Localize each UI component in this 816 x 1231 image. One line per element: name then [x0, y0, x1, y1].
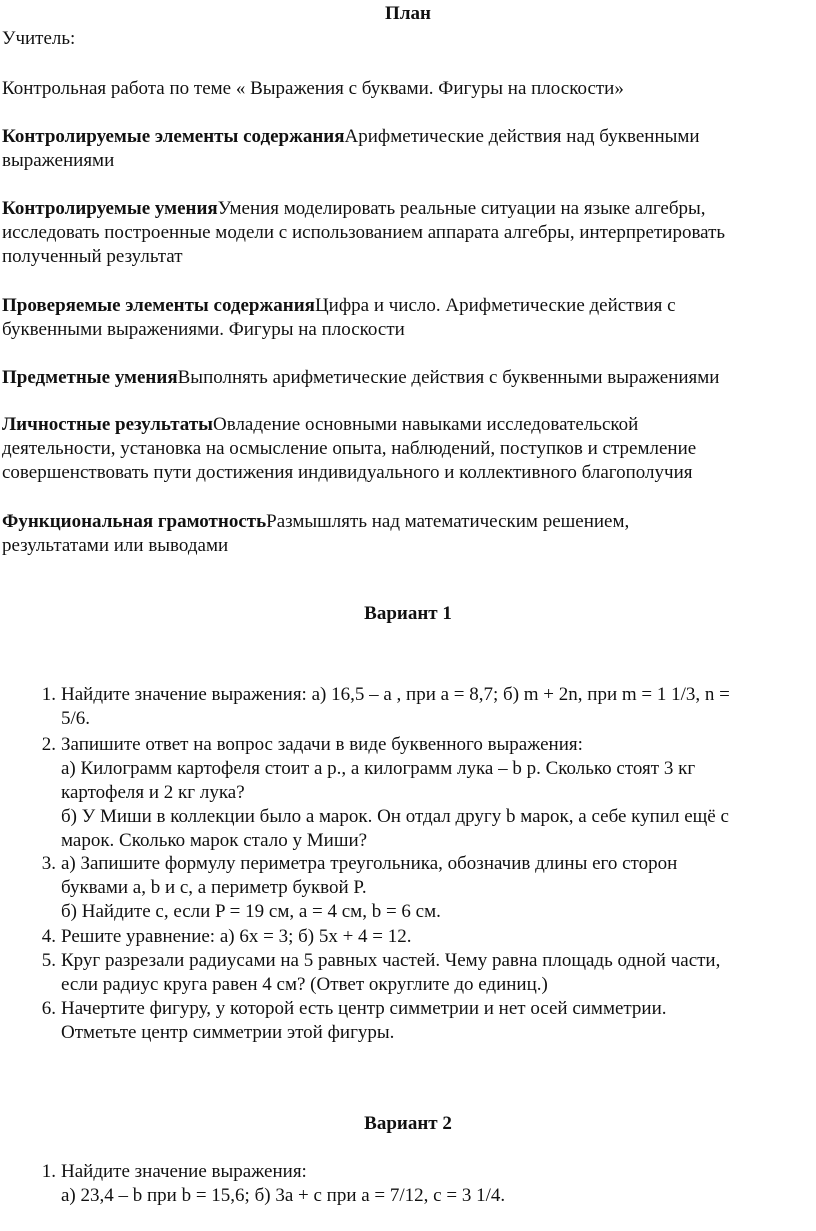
section-text: Арифметические действия над буквенными	[344, 126, 700, 147]
page-title: План	[385, 3, 431, 24]
task-text: марок. Сколько марок стало у Миши?	[61, 830, 368, 851]
task-number: 6.	[41, 998, 56, 1019]
section-text: Овладение основными навыками исследовательской	[213, 414, 639, 435]
task-number: 4.	[41, 926, 56, 947]
task-text: Решите уравнение: а) 6х = 3; б) 5х + 4 = 12.	[61, 926, 412, 947]
task-text: Отметьте центр симметрии этой фигуры.	[61, 1022, 395, 1043]
task-text: картофеля и 2 кг лука?	[61, 782, 245, 803]
task-text: б) Найдите c, если P = 19 см, a = 4 см, b = 6 см.	[61, 901, 441, 922]
task-text: б) У Миши в коллекции было a марок. Он отдал другу b марок, а себе купил ещё с	[61, 806, 729, 827]
section-label: Личностные результаты	[2, 414, 213, 435]
section-text: Умения моделировать реальные ситуации на языке алгебры,	[217, 198, 706, 219]
section-text: Размышлять над математическим решением,	[266, 511, 630, 532]
task-text: Найдите значение выражения: а) 16,5 – a , при а = 8,7; б) m + 2n, при m = 1 1/3, n =	[61, 684, 730, 705]
section-controlled-content	[2, 125, 812, 149]
section-text: буквенными выражениями. Фигуры на плоскости	[2, 319, 405, 340]
section-text: полученный результат	[2, 246, 183, 267]
task-number: 2.	[41, 734, 56, 755]
variant-1-title: Вариант 1	[364, 603, 452, 624]
task-number: 1.	[41, 1161, 56, 1182]
task-text: буквами a, b и c, а периметр буквой P.	[61, 877, 367, 898]
section-label: Контролируемые умения	[2, 198, 218, 219]
task-number: 1.	[41, 684, 56, 705]
task-text: Найдите значение выражения:	[61, 1161, 307, 1182]
section-label: Функциональная грамотность	[2, 511, 267, 532]
task-text: если радиус круга равен 4 см? (Ответ округлите до единиц.)	[61, 974, 548, 995]
section-checked-content	[2, 294, 812, 318]
variant-2-title: Вариант 2	[364, 1113, 452, 1134]
section-text: Цифра и число. Арифметические действия с	[314, 295, 676, 316]
task-text: а) 23,4 – b при b = 15,6; б) 3a + c при a = 7/12, c = 3 1/4.	[61, 1185, 506, 1206]
section-text: результатами или выводами	[2, 535, 229, 556]
section-controlled-skills	[2, 197, 812, 221]
teacher-label: Учитель:	[2, 28, 76, 49]
task-number: 5.	[41, 950, 56, 971]
section-text: Выполнять арифметические действия с буквенными выражениями	[177, 367, 720, 388]
work-title: Контрольная работа по теме « Выражения с буквами. Фигуры на плоскости»	[2, 78, 624, 99]
section-subject-skills	[2, 366, 812, 390]
section-text: исследовать построенные модели с использованием аппарата алгебры, интерпретировать	[2, 222, 726, 243]
section-label: Предметные умения	[2, 367, 178, 388]
task-text: 5/6.	[61, 708, 91, 729]
task-text: а) Килограмм картофеля стоит a р., а килограмм лука – b р. Сколько стоят 3 кг	[61, 758, 696, 779]
task-text: Запишите ответ на вопрос задачи в виде буквенного выражения:	[61, 734, 583, 755]
section-text: совершенствовать пути достижения индивидуального и коллективного благополучия	[2, 462, 693, 483]
task-number: 3.	[41, 853, 56, 874]
task-text: Круг разрезали радиусами на 5 равных частей. Чему равна площадь одной части,	[61, 950, 721, 971]
section-label: Проверяемые элементы содержания	[2, 295, 315, 316]
section-label: Контролируемые элементы содержания	[2, 126, 345, 147]
task-text: Начертите фигуру, у которой есть центр симметрии и нет осей симметрии.	[61, 998, 667, 1019]
section-personal-results	[2, 413, 812, 437]
section-text: выражениями	[2, 150, 115, 171]
section-text: деятельности, установка на осмысление опыта, наблюдений, поступков и стремление	[2, 438, 697, 459]
task-text: а) Запишите формулу периметра треугольника, обозначив длины его сторон	[61, 853, 678, 874]
section-functional-literacy	[2, 510, 812, 534]
